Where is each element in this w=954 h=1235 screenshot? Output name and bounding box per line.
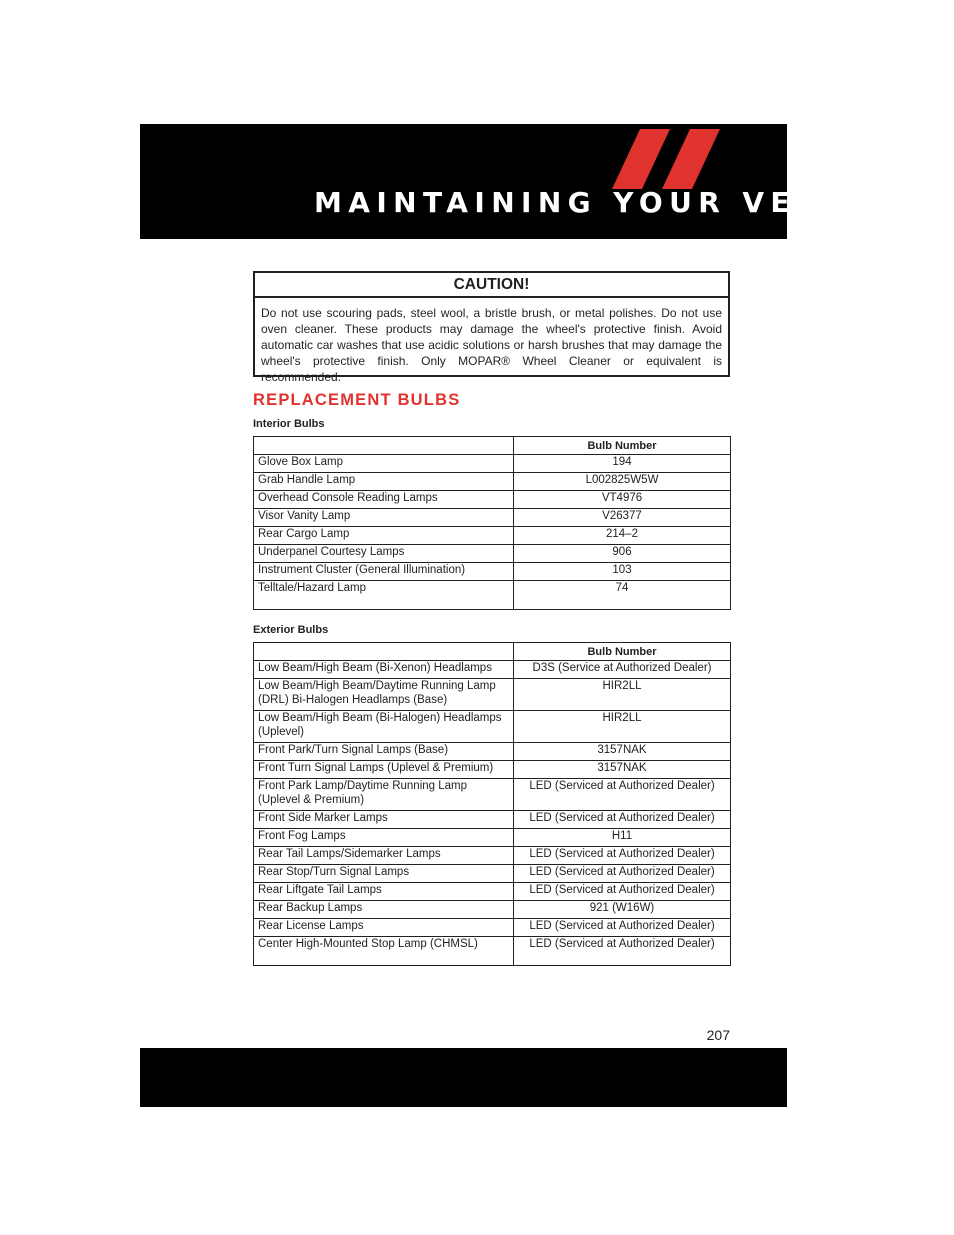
bulb-number-cell: 921 (W16W) [514,901,731,919]
table-row [254,491,731,509]
bulb-location-cell: Center High-Mounted Stop Lamp (CHMSL) [254,937,514,966]
table-row [254,527,731,545]
bulb-location-cell: Low Beam/High Beam (Bi-Halogen) Headlamps (Uplevel) [254,711,514,743]
exterior-bulbs-title: Exterior Bulbs [253,624,329,636]
bulb-location-cell: Grab Handle Lamp [254,473,514,491]
bulb-location-cell: Front Turn Signal Lamps (Uplevel & Premium) [254,761,514,779]
bulb-location-cell: Low Beam/High Beam (Bi-Xenon) Headlamps [254,661,514,679]
table-row [254,937,731,966]
bulb-number-cell: 214–2 [514,527,731,545]
bulb-number-cell: D3S (Service at Authorized Dealer) [514,661,731,679]
table-row [254,779,731,811]
bulb-location-cell: Front Fog Lamps [254,829,514,847]
page-number: 207 [706,1027,730,1043]
table-row [254,919,731,937]
bulb-number-cell: V26377 [514,509,731,527]
bulb-location-cell: Rear Tail Lamps/Sidemarker Lamps [254,847,514,865]
bulb-location-cell: Visor Vanity Lamp [254,509,514,527]
table-row [254,811,731,829]
chapter-title: MAINTAINING YOUR VEHICLE [314,186,920,219]
bulb-number-cell: VT4976 [514,491,731,509]
bulb-number-cell: HIR2LL [514,711,731,743]
table-row [254,901,731,919]
column-header-bulb-number: Bulb Number [514,437,731,455]
column-header-blank [254,437,514,455]
bulb-number-cell: LED (Serviced at Authorized Dealer) [514,847,731,865]
table-row [254,847,731,865]
header-band [140,124,920,239]
bulb-number-cell: LED (Serviced at Authorized Dealer) [514,883,731,901]
bulb-location-cell: Glove Box Lamp [254,455,514,473]
table-row [254,761,731,779]
table-header-row [254,643,731,661]
bulb-location-cell: Telltale/Hazard Lamp [254,581,514,610]
bulb-location-cell: Rear Backup Lamps [254,901,514,919]
table-row [254,679,731,711]
footer-band [140,1048,787,1107]
section-title: REPLACEMENT BULBS [253,391,461,409]
bulb-location-cell: Front Park Lamp/Daytime Running Lamp (Uplevel & Premium) [254,779,514,811]
exterior-bulbs-table [253,642,731,966]
table-row [254,865,731,883]
bulb-location-cell: Rear Cargo Lamp [254,527,514,545]
table-row [254,829,731,847]
bulb-location-cell: Front Side Marker Lamps [254,811,514,829]
bulb-number-cell: 3157NAK [514,743,731,761]
table-row [254,545,731,563]
table-row [254,743,731,761]
table-row [254,455,731,473]
table-row [254,473,731,491]
bulb-location-cell: Rear Liftgate Tail Lamps [254,883,514,901]
caution-box [253,271,730,384]
bulb-number-cell: LED (Serviced at Authorized Dealer) [514,919,731,937]
bulb-number-cell: HIR2LL [514,679,731,711]
table-row [254,581,731,610]
column-header-bulb-number: Bulb Number [514,643,731,661]
bulb-number-cell: 194 [514,455,731,473]
bulb-location-cell: Rear License Lamps [254,919,514,937]
bulb-location-cell: Overhead Console Reading Lamps [254,491,514,509]
caution-text: Do not use scouring pads, steel wool, a bristle brush, or metal polishes. Do not use oven cleaner. These products may damage the wheel's protective finish. Avoid automatic car washes that use acidic solutions or harsh brushes that may damage the wheel's protective finish. Only MOPAR® Wheel Cleaner or equivalent is recommended. [261,306,722,384]
interior-bulbs-title: Interior Bulbs [253,418,325,430]
table-row [254,509,731,527]
caution-title: CAUTION! [255,273,728,298]
bulb-number-cell: H11 [514,829,731,847]
bulb-number-cell: LED (Serviced at Authorized Dealer) [514,865,731,883]
bulb-location-cell: Instrument Cluster (General Illumination) [254,563,514,581]
column-header-blank [254,643,514,661]
bulb-number-cell: LED (Serviced at Authorized Dealer) [514,811,731,829]
bulb-number-cell: 3157NAK [514,761,731,779]
bulb-number-cell: LED (Serviced at Authorized Dealer) [514,937,731,966]
racing-stripes-logo [612,129,722,189]
bulb-location-cell: Rear Stop/Turn Signal Lamps [254,865,514,883]
table-row [254,563,731,581]
bulb-location-cell: Front Park/Turn Signal Lamps (Base) [254,743,514,761]
bulb-number-cell: L002825W5W [514,473,731,491]
bulb-number-cell: 74 [514,581,731,610]
bulb-number-cell: 103 [514,563,731,581]
bulb-number-cell: LED (Serviced at Authorized Dealer) [514,779,731,811]
bulb-location-cell: Underpanel Courtesy Lamps [254,545,514,563]
interior-bulbs-table [253,436,731,610]
table-row [254,711,731,743]
table-header-row [254,437,731,455]
bulb-number-cell: 906 [514,545,731,563]
bulb-location-cell: Low Beam/High Beam/Daytime Running Lamp (DRL) Bi-Halogen Headlamps (Base) [254,679,514,711]
table-row [254,661,731,679]
table-row [254,883,731,901]
